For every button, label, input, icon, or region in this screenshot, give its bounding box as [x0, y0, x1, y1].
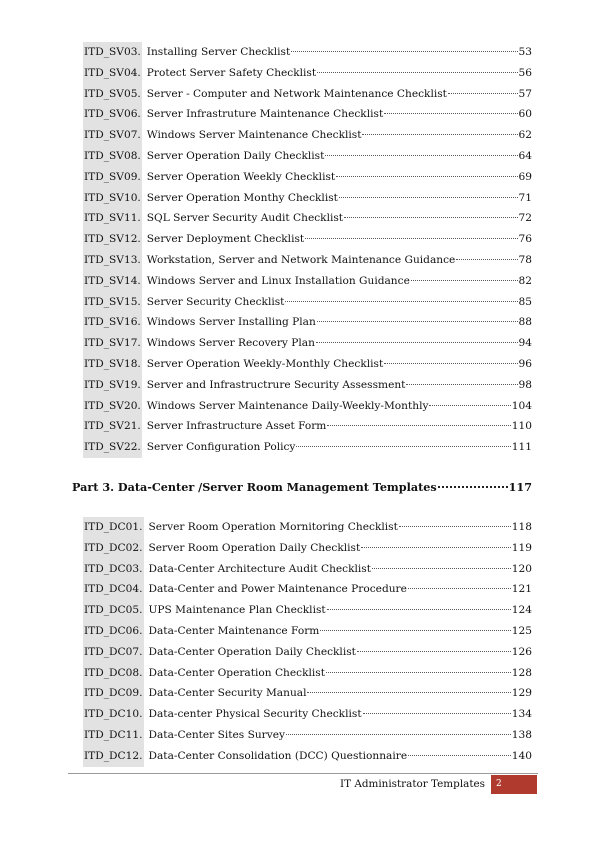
toc-leader-dots: [411, 280, 518, 281]
toc-leader-dots: [408, 755, 511, 756]
entry-code: ITD_SV12.: [83, 229, 142, 250]
part-page-number: 117: [508, 480, 532, 494]
entry-title: Windows Server Installing Plan: [146, 316, 316, 329]
entry-code: ITD_SV15.: [83, 292, 142, 313]
entry-code: ITD_SV13.: [83, 250, 142, 271]
toc-leader-dots: [384, 363, 517, 364]
toc-entry[interactable]: [83, 84, 532, 105]
toc-leader-dots: [372, 568, 511, 569]
entry-code: ITD_SV18.: [83, 354, 142, 375]
part-title: Part 3. Data-Center /Server Room Management Templates: [72, 480, 437, 494]
entry-title: Data-Center Architecture Audit Checklist: [148, 562, 372, 575]
entry-page-number: 126: [511, 645, 532, 658]
toc-entry[interactable]: [83, 375, 532, 396]
entry-page-number: 60: [518, 108, 532, 121]
entry-code: ITD_SV10.: [83, 188, 142, 209]
toc-leader-dots: [456, 259, 517, 260]
toc-leader-dots: [399, 526, 511, 527]
entry-title: Server Operation Weekly Checklist: [146, 170, 336, 183]
entry-code: ITD_DC09.: [83, 683, 144, 704]
toc-entry[interactable]: [83, 746, 532, 767]
toc-leader-dots: [327, 425, 510, 426]
toc-leader-dots: [357, 651, 511, 652]
entry-code: ITD_SV16.: [83, 312, 142, 333]
entry-page-number: 57: [518, 87, 532, 100]
toc-entry[interactable]: [83, 579, 532, 600]
entry-code: ITD_DC06.: [83, 621, 144, 642]
entry-title: Server Operation Monthy Checklist: [146, 191, 338, 204]
entry-page-number: 140: [511, 749, 532, 762]
entry-code: ITD_SV07.: [83, 125, 142, 146]
entry-title: Data-Center and Power Maintenance Procedure: [148, 583, 407, 596]
toc-leader-dots: [286, 734, 511, 735]
entry-title: Protect Server Safety Checklist: [146, 66, 317, 79]
entry-page-number: 94: [518, 337, 532, 350]
entry-code: ITD_SV09.: [83, 167, 142, 188]
toc-entry[interactable]: [83, 416, 532, 437]
toc-leader-dots: [326, 672, 511, 673]
toc-leader-dots: [320, 630, 510, 631]
entry-title: Server Operation Weekly-Monthly Checklist: [146, 357, 384, 370]
toc-leader-dots: [325, 155, 517, 156]
entry-code: ITD_SV04.: [83, 63, 142, 84]
entry-title: Server Infrastructure Asset Form: [146, 420, 327, 433]
entry-page-number: 69: [518, 170, 532, 183]
toc-leader-dots: [344, 217, 517, 218]
entry-page-number: 76: [518, 233, 532, 246]
part-heading[interactable]: [72, 480, 532, 494]
entry-page-number: 71: [518, 191, 532, 204]
toc-entry[interactable]: [83, 559, 532, 580]
toc-leader-dots: [406, 384, 517, 385]
toc-leader-dots: [307, 692, 510, 693]
entry-page-number: 78: [518, 253, 532, 266]
entry-title: Installing Server Checklist: [146, 46, 291, 58]
entry-page-number: 138: [511, 728, 532, 741]
entry-page-number: 118: [511, 521, 532, 533]
toc-leader-dots: [305, 238, 517, 239]
entry-page-number: 104: [511, 399, 532, 412]
toc-entry[interactable]: [83, 663, 532, 684]
toc-entry[interactable]: [83, 725, 532, 746]
toc-leader-dots: [384, 113, 517, 114]
toc-leader-dots: [339, 197, 518, 198]
toc-entry[interactable]: [83, 621, 532, 642]
toc-leader-dots: [438, 486, 508, 488]
entry-code: ITD_SV06.: [83, 104, 142, 125]
entry-title: Server Operation Daily Checklist: [146, 149, 325, 162]
entry-title: Data-Center Sites Survey: [148, 728, 285, 741]
entry-page-number: 64: [518, 149, 532, 162]
entry-page-number: 128: [511, 666, 532, 679]
toc-entry[interactable]: [83, 642, 532, 663]
entry-title: Windows Server and Linux Installation Guidance: [146, 274, 410, 287]
footer-divider: [68, 773, 538, 774]
entry-title: Data-Center Maintenance Form: [148, 624, 320, 637]
entry-code: ITD_SV17.: [83, 333, 142, 354]
toc-entry[interactable]: [83, 125, 532, 146]
toc-server-section: [83, 42, 532, 458]
entry-code: ITD_SV22.: [83, 437, 142, 458]
toc-entry[interactable]: [83, 104, 532, 125]
entry-code: ITD_DC01.: [83, 517, 144, 538]
toc-entry[interactable]: [83, 229, 532, 250]
entry-page-number: 120: [511, 562, 532, 575]
entry-page-number: 72: [518, 212, 532, 225]
entry-code: ITD_SV11.: [83, 208, 142, 229]
toc-leader-dots: [317, 321, 518, 322]
toc-entry[interactable]: [83, 517, 532, 538]
entry-title: Server - Computer and Network Maintenance Checklist: [146, 87, 447, 100]
entry-code: ITD_SV21.: [83, 416, 142, 437]
toc-leader-dots: [327, 609, 511, 610]
entry-code: ITD_SV14.: [83, 271, 142, 292]
entry-page-number: 111: [511, 441, 532, 454]
toc-entry[interactable]: [83, 167, 532, 188]
toc-datacenter-section: [83, 517, 532, 767]
entry-code: ITD_DC08.: [83, 663, 144, 684]
toc-entry[interactable]: [83, 208, 532, 229]
entry-code: ITD_DC04.: [83, 579, 144, 600]
entry-title: Server Infrastruture Maintenance Checklist: [146, 108, 384, 121]
toc-leader-dots: [429, 405, 510, 406]
toc-leader-dots: [362, 134, 517, 135]
entry-code: ITD_SV20.: [83, 396, 142, 417]
entry-title: Workstation, Server and Network Maintenance Guidance: [146, 253, 456, 266]
entry-title: Data-Center Consolidation (DCC) Questionnaire: [148, 749, 408, 762]
entry-title: Windows Server Maintenance Daily-Weekly-Monthly: [146, 399, 429, 412]
entry-page-number: 129: [511, 687, 532, 700]
entry-code: ITD_DC12.: [83, 746, 144, 767]
toc-entry[interactable]: [83, 396, 532, 417]
toc-entry[interactable]: [83, 63, 532, 84]
toc-leader-dots: [291, 51, 517, 52]
toc-entry[interactable]: [83, 42, 532, 63]
toc-leader-dots: [408, 588, 511, 589]
entry-code: ITD_SV03.: [83, 42, 142, 63]
entry-title: Server Security Checklist: [146, 295, 285, 308]
toc-entry[interactable]: [83, 271, 532, 292]
toc-entry[interactable]: [83, 354, 532, 375]
toc-leader-dots: [336, 176, 517, 177]
entry-page-number: 96: [518, 357, 532, 370]
toc-entry[interactable]: [83, 312, 532, 333]
entry-code: ITD_DC03.: [83, 559, 144, 580]
entry-code: ITD_SV08.: [83, 146, 142, 167]
entry-page-number: 53: [518, 46, 532, 58]
entry-page-number: 119: [511, 541, 532, 554]
entry-page-number: 124: [511, 604, 532, 617]
entry-code: ITD_SV19.: [83, 375, 142, 396]
entry-page-number: 98: [518, 378, 532, 391]
toc-entry[interactable]: [83, 683, 532, 704]
entry-title: Data-Center Operation Checklist: [148, 666, 325, 679]
entry-title: Server and Infrastructrure Security Assessment: [146, 378, 406, 391]
toc-leader-dots: [317, 72, 517, 73]
toc-entry[interactable]: [83, 146, 532, 167]
toc-entry[interactable]: [83, 292, 532, 313]
entry-title: Server Room Operation Mornitoring Checklist: [148, 521, 398, 533]
entry-code: ITD_DC07.: [83, 642, 144, 663]
entry-title: Data-Center Operation Daily Checklist: [148, 645, 356, 658]
entry-code: ITD_SV05.: [83, 84, 142, 105]
toc-entry[interactable]: [83, 538, 532, 559]
entry-page-number: 88: [518, 316, 532, 329]
toc-leader-dots: [363, 713, 511, 714]
entry-code: ITD_DC05.: [83, 600, 144, 621]
toc-entry[interactable]: [83, 250, 532, 271]
page-number-badge: 2: [491, 775, 537, 794]
entry-page-number: 82: [518, 274, 532, 287]
toc-leader-dots: [361, 547, 511, 548]
entry-title: Windows Server Maintenance Checklist: [146, 129, 362, 142]
footer-title: IT Administrator Templates: [339, 778, 485, 790]
entry-page-number: 134: [511, 708, 532, 721]
entry-title: SQL Server Security Audit Checklist: [146, 212, 344, 225]
entry-title: Data-Center Security Manual: [148, 687, 307, 700]
entry-page-number: 121: [511, 583, 532, 596]
entry-code: ITD_DC10.: [83, 704, 144, 725]
entry-title: Server Room Operation Daily Checklist: [148, 541, 361, 554]
entry-page-number: 125: [511, 624, 532, 637]
entry-page-number: 85: [518, 295, 532, 308]
toc-leader-dots: [296, 446, 510, 447]
entry-title: Windows Server Recovery Plan: [146, 337, 315, 350]
toc-entry[interactable]: [83, 704, 532, 725]
toc-entry[interactable]: [83, 437, 532, 458]
entry-page-number: 110: [511, 420, 532, 433]
entry-title: Server Configuration Policy: [146, 441, 296, 454]
entry-title: Data-center Physical Security Checklist: [148, 708, 362, 721]
entry-page-number: 56: [518, 66, 532, 79]
entry-code: ITD_DC02.: [83, 538, 144, 559]
entry-title: UPS Maintenance Plan Checklist: [148, 604, 326, 617]
entry-title: Server Deployment Checklist: [146, 233, 305, 246]
toc-entry[interactable]: [83, 188, 532, 209]
entry-code: ITD_DC11.: [83, 725, 144, 746]
toc-leader-dots: [316, 342, 518, 343]
entry-page-number: 62: [518, 129, 532, 142]
toc-entry[interactable]: [83, 600, 532, 621]
toc-leader-dots: [285, 301, 517, 302]
toc-leader-dots: [448, 93, 518, 94]
toc-entry[interactable]: [83, 333, 532, 354]
